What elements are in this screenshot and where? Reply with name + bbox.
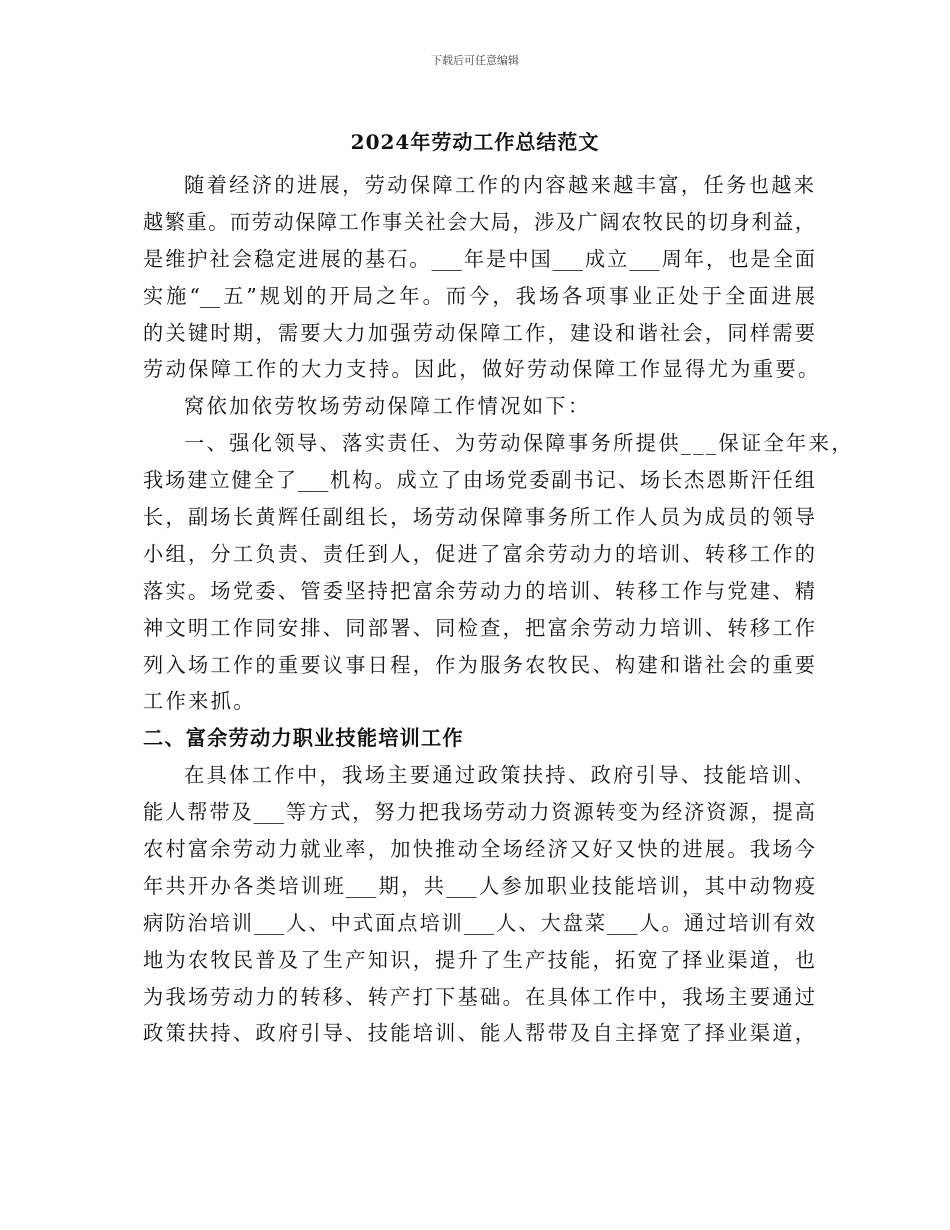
paragraph-1-line-6: 劳动保障工作的大力支持。因此，做好劳动保障工作显得尤为重要。 — [143, 357, 821, 382]
paragraph-3-line-7: 列入场工作的重要议事日程，作为服务农牧民、构建和谐社会的重要 — [143, 652, 815, 677]
paragraph-3-line-5: 落实。场党委、管委坚持把富余劳动力的培训、转移工作与党建、精 — [143, 578, 815, 603]
paragraph-1-line-2: 越繁重。而劳动保障工作事关社会大局，涉及广阔农牧民的切身利益， — [143, 209, 815, 234]
paragraph-1-line-1: 随着经济的进展，劳动保障工作的内容越来越丰富，任务也越来 — [184, 173, 817, 197]
section-heading-2: 二、富余劳动力职业技能培训工作 — [143, 726, 464, 751]
paragraph-3-line-8: 工作来抓。 — [143, 689, 256, 714]
paragraph-4-line-6: 地为农牧民普及了生产知识，提升了生产技能，拓宽了择业渠道，也 — [143, 947, 815, 972]
paragraph-4-line-1: 在具体工作中，我场主要通过政策扶持、政府引导、技能培训、 — [184, 763, 817, 788]
paragraph-3-line-4: 小组，分工负责、责任到人，促进了富余劳动力的培训、转移工作的 — [143, 541, 815, 566]
paragraph-4-line-3: 农村富余劳动力就业率，加快推动全场经济又好又快的进展。我场今 — [143, 837, 815, 862]
paragraph-1-line-4: 实施“__五”规划的开局之年。而今，我场各项事业正处于全面进展 — [143, 283, 815, 308]
paragraph-4-line-8: 政策扶持、政府引导、技能培训、能人帮带及自主择宽了择业渠道， — [143, 1021, 815, 1046]
paragraph-4-line-7: 为我场劳动力的转移、转产打下基础。在具体工作中，我场主要通过 — [143, 984, 815, 1009]
paragraph-2-line-1: 窝依加依劳牧场劳动保障工作情况如下： — [184, 394, 591, 419]
paragraph-3-line-3: 长，副场长黄辉任副组长，场劳动保障事务所工作人员为成员的领导 — [143, 505, 815, 530]
document-body — [143, 167, 854, 1052]
paragraph-3-line-6: 神文明工作同安排、同部署、同检查，把富余劳动力培训、转移工作 — [143, 615, 815, 640]
paragraph-4-line-4: 年共开办各类培训班___期，共___人参加职业技能培训，其中动物疫 — [143, 873, 815, 898]
paragraph-3-line-2: 我场建立健全了___机构。成立了由场党委副书记、场长杰恩斯汗任组 — [143, 468, 815, 493]
paragraph-4-line-5: 病防治培训___人、中式面点培训___人、大盘菜___人。通过培训有效 — [143, 910, 815, 935]
paragraph-1-line-3: 是维护社会稳定进展的基石。___年是中国___成立___周年，也是全面 — [143, 246, 815, 271]
paragraph-1-line-5: 的关键时期，需要大力加强劳动保障工作，建设和谐社会，同样需要 — [143, 320, 815, 345]
paragraph-4-line-2: 能人帮带及___等方式，努力把我场劳动力资源转变为经济资源，提高 — [143, 800, 815, 825]
document-title: 2024年劳动工作总结范文 — [350, 130, 600, 154]
paragraph-3-line-1: 一、强化领导、落实责任、为劳动保障事务所提供___保证全年来， — [184, 431, 854, 456]
page-header-note: 下载后可任意编辑 — [431, 54, 519, 67]
